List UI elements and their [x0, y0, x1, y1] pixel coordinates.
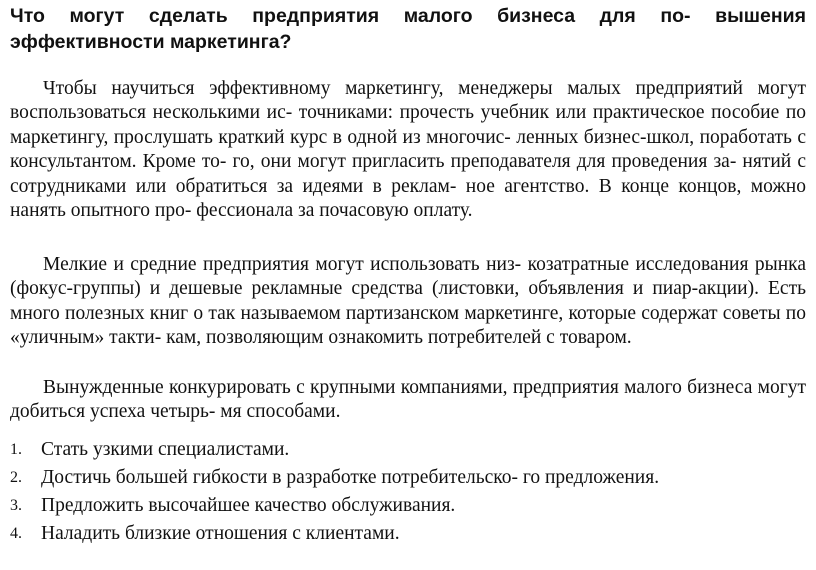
paragraph-competition: Вынужденные конкурировать с крупными компаниями, предприятия малого бизнеса могут добиться успеха четырь- мя способами. [10, 377, 806, 423]
list-item-text: Предложить высочайшее качество обслуживания. [41, 495, 456, 516]
list-item-number: 2. [10, 469, 22, 486]
list-item [10, 492, 806, 520]
list-item-text: Стать узкими специалистами. [41, 439, 290, 460]
list-item-number: 3. [10, 497, 22, 514]
strategies-list [10, 436, 806, 548]
list-item-number: 1. [10, 441, 22, 458]
document-page [10, 0, 806, 570]
list-item [10, 464, 806, 492]
list-item-number: 4. [10, 525, 22, 542]
paragraph-sources: Чтобы научиться эффективному маркетингу, менеджеры малых предприятий могут воспользоваться несколькими ис- точниками: прочесть учебник или практическое пособие по маркетингу, прослушать краткий курс в одной из многочис- ленных бизнес-школ, поработать с консультантом. Кроме то- го, они могут пригласить преподавателя для проведения за- нятий с сотрудниками или обратиться за идеями в реклам- ное агентство. В конце концов, можно нанять опытного про- фессионала за почасовую оплату. [10, 78, 806, 222]
document-heading: Что могут сделать предприятия малого бизнеса для по- вышения эффективности маркетинга? [10, 5, 806, 53]
list-item-text: Наладить близкие отношения с клиентами. [41, 523, 400, 544]
list-item [10, 436, 806, 464]
list-item-text: Достичь большей гибкости в разработке потребительско- го предложения. [41, 467, 660, 488]
list-item [10, 520, 806, 548]
paragraph-low-cost-research: Мелкие и средние предприятия могут использовать низ- козатратные исследования рынка (фокус-группы) и дешевые рекламные средства (листовки, объявления и пиар-акции). Есть много полезных книг о так называемом партизанском маркетинге, которые содержат советы по «уличным» такти- кам, позволяющим ознакомить потребителей с товаром. [10, 254, 806, 349]
